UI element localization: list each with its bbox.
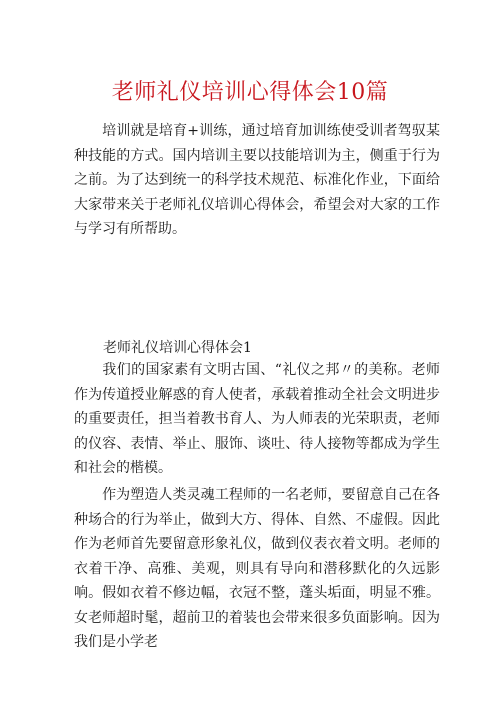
body-paragraph-2: 作为塑造人类灵魂工程师的一名老师，要留意自己在各种场合的行为举止，做到大方、得体、自然、不虚假。因此作为老师首先要留意形象礼仪，做到仪表衣着文明。老师的衣着干净、高雅、美观，则具有导向和潜移默化的久远影响。假如衣着不修边幅，衣冠不整，蓬头垢面，明显不雅。女老师超时髦，超前卫的着装也会带来很多负面影响。因为我们是小学老 [74,487,440,650]
body-paragraph-1: 我们的国家素有文明古国、“礼仪之邦〃的美称。老师作为传道授业解惑的育人使者，承载着推动全社会文明进步的重要责任，担当着教书育人、为人师表的光荣职责，老师的仪容、表情、举止、服饰、谈吐、待人接物等都成为学生和社会的楷模。 [74,362,440,476]
intro-paragraph: 培训就是培育+训练，通过培育加训练使受训者驾驭某种技能的方式。国内培训主要以技能培训为主，侧重于行为之前。为了达到统一的科学技术规范、标准化作业，下面给大家带来关于老师礼仪培训心得体会，希望会对大家的工作与学习有所帮助。 [74,123,440,237]
section-heading: 老师礼仪培训心得体会1 [103,340,252,356]
document-title: 老师礼仪培训心得体会10篇 [111,80,389,105]
